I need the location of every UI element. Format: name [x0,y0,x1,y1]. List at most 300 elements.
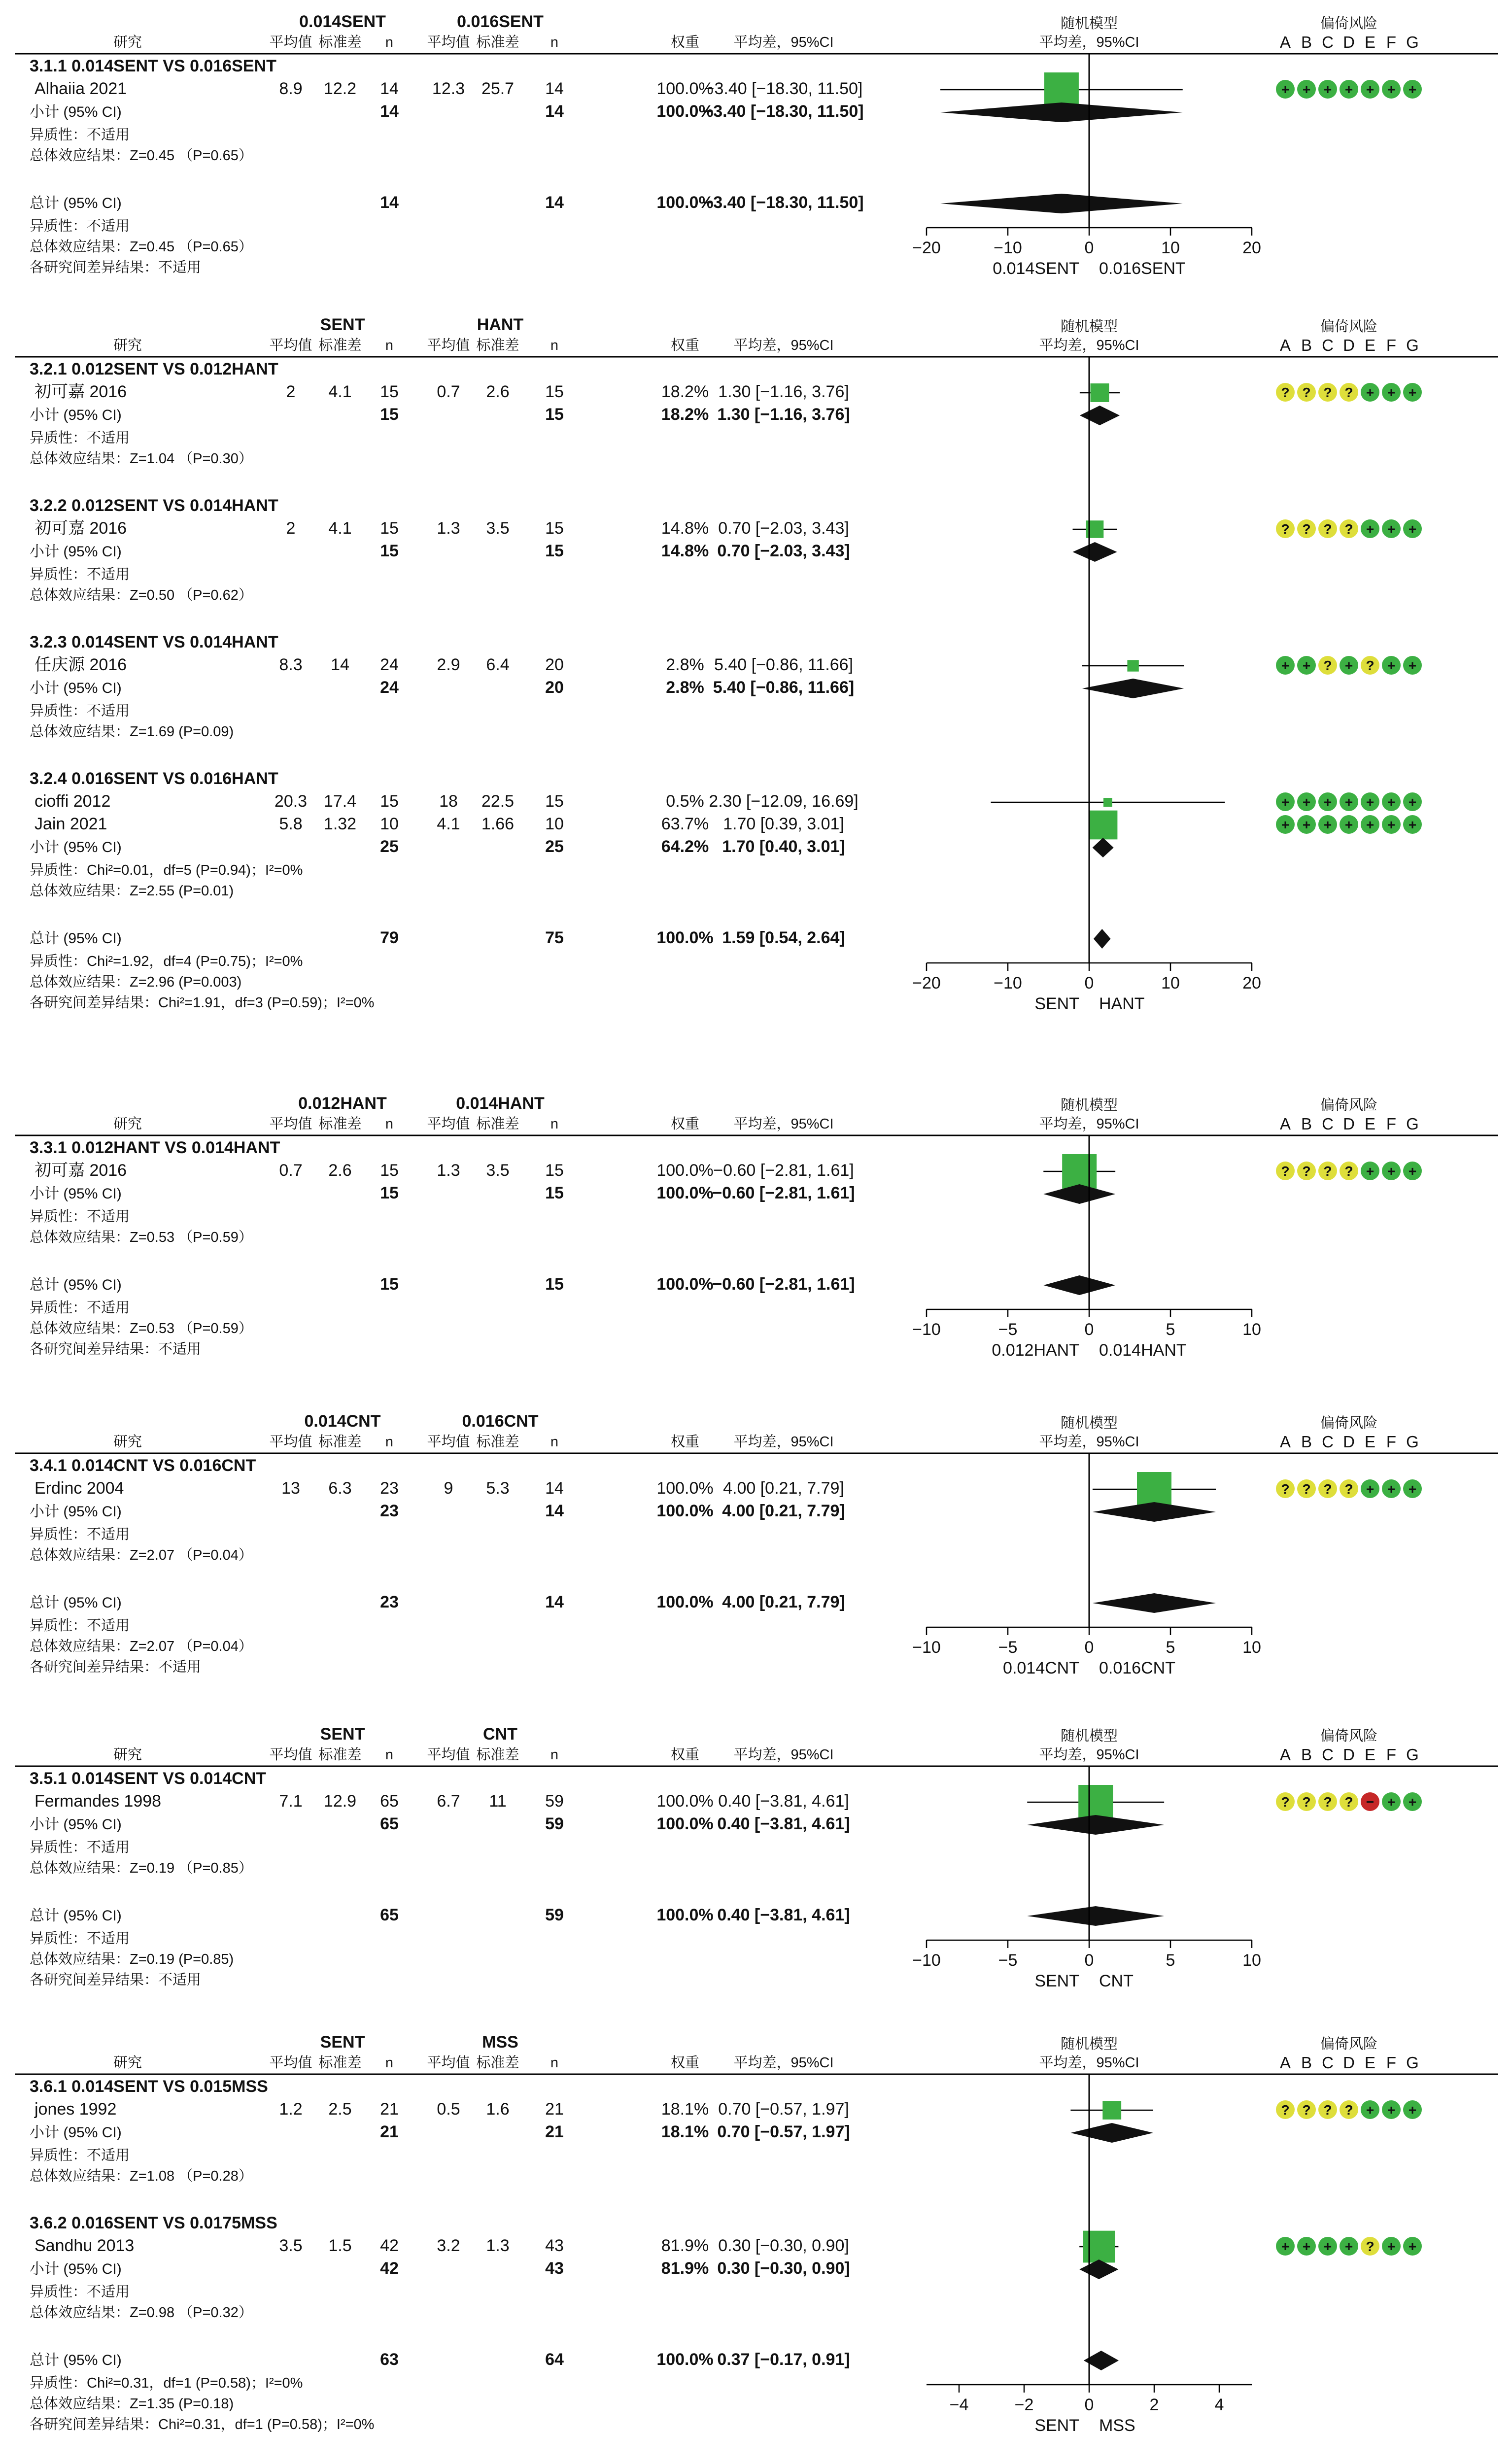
study-name: Fermandes 1998 [34,1792,162,1811]
study-effect-square [1102,2101,1121,2120]
subgroup-note: 异质性：不适用 [30,127,130,143]
subtotal-label: 小计 (95% CI) [30,1504,122,1520]
study-effect-square [1062,1154,1097,1189]
study-effect-square [1083,2231,1115,2263]
col-mean: 平均值 [427,34,470,50]
rob-symbol: + [1302,2239,1311,2254]
subgroup-title: 3.6.1 0.014SENT VS 0.015MSS [30,2077,268,2096]
total-n1: 15 [380,1275,399,1294]
subtotal-n2: 15 [545,1184,564,1202]
rob-symbol: ? [1323,1794,1332,1810]
rob-letter: B [1301,1745,1312,1764]
rob-symbol: + [1323,2239,1332,2254]
x-label-left: 0.014CNT [1003,1659,1079,1677]
col-model-ci: 平均差，95%CI [1039,1747,1139,1763]
col-mean: 平均值 [427,1116,470,1132]
col-rob: 偏倚风险 [1320,319,1378,335]
total-note: 总体效应结果：Z=1.35 (P=0.18) [30,2396,234,2412]
study-ci: 0.70 [−2.03, 3.43] [718,519,849,538]
study-mean1: 5.8 [279,815,303,833]
x-tick-label: 2 [1149,2396,1159,2414]
rob-letter: A [1279,1745,1291,1764]
study-weight: 63.7% [661,815,709,833]
study-sd1: 12.9 [323,1792,357,1811]
subtotal-diamond [1082,679,1184,698]
study-n2: 15 [545,792,564,811]
rob-symbol: + [1387,82,1396,97]
col-model-ci: 平均差，95%CI [1039,2055,1139,2071]
subtotal-n1: 21 [380,2122,399,2141]
subgroup-title: 3.6.2 0.016SENT VS 0.0175MSS [30,2214,277,2232]
rob-letter: G [1406,33,1419,51]
total-ci: −3.40 [−18.30, 11.50] [703,193,864,212]
subtotal-weight: 2.8% [666,678,704,697]
rob-letter: D [1343,1115,1355,1133]
total-ci: 0.40 [−3.81, 4.61] [717,1906,850,1924]
subgroup-title: 3.2.1 0.012SENT VS 0.012HANT [30,360,278,378]
study-weight: 81.9% [661,2236,709,2255]
rob-symbol: + [1366,1481,1375,1497]
rob-symbol: ? [1323,1164,1332,1179]
rob-symbol: + [1344,817,1353,832]
rob-symbol: + [1344,794,1353,810]
study-mean2: 4.1 [437,815,460,833]
study-n1: 24 [380,655,399,674]
rob-symbol: ? [1323,658,1332,673]
col-model: 随机模型 [1060,319,1118,335]
subtotal-ci: 0.70 [−2.03, 3.43] [717,542,850,560]
subgroup-title: 3.2.4 0.016SENT VS 0.016HANT [30,769,278,788]
subtotal-n1: 14 [380,102,399,121]
study-ci: 0.30 [−0.30, 0.90] [718,2236,849,2255]
x-label-right: MSS [1099,2416,1135,2435]
rob-letter: F [1386,1745,1397,1764]
study-n2: 59 [545,1792,564,1811]
study-sd1: 12.2 [323,79,357,98]
subtotal-n2: 43 [545,2259,564,2278]
rob-letter: C [1322,1433,1334,1451]
subtotal-label: 小计 (95% CI) [30,1816,122,1833]
rob-symbol: + [1344,2239,1353,2254]
rob-symbol: + [1387,1164,1396,1179]
total-diamond [940,194,1183,213]
group1-header: 0.014SENT [299,12,386,31]
group2-header: MSS [482,2033,518,2052]
subgroup-note: 异质性：不适用 [30,703,130,719]
rob-symbol: + [1281,817,1290,832]
subtotal-diamond [1027,1815,1164,1835]
study-n2: 43 [545,2236,564,2255]
total-weight: 100.0% [656,1593,714,1611]
subgroup-note: 异质性：不适用 [30,1209,130,1225]
col-sd: 标准差 [318,1116,362,1132]
total-note: 总体效应结果：Z=0.19 (P=0.85) [30,1951,234,1967]
x-tick-label: −5 [998,1638,1018,1657]
x-label-right: 0.016CNT [1099,1659,1175,1677]
rob-symbol: ? [1344,1164,1353,1179]
rob-symbol: + [1387,1794,1396,1810]
col-mean: 平均值 [427,2055,470,2071]
subtotal-n1: 65 [380,1814,399,1833]
total-ci: 4.00 [0.21, 7.79] [722,1593,845,1611]
col-rob: 偏倚风险 [1320,1415,1378,1431]
subtotal-ci: 4.00 [0.21, 7.79] [722,1502,845,1520]
rob-symbol: − [1366,1794,1375,1810]
total-note: 异质性：Chi²=1.92，df=4 (P=0.75)；I²=0% [30,954,303,969]
study-mean1: 20.3 [274,792,308,811]
total-diamond [1027,1906,1164,1926]
rob-symbol: ? [1366,658,1375,673]
study-mean2: 1.3 [437,1161,460,1180]
total-note: 各研究间差异结果：不适用 [30,1972,202,1988]
x-tick-label: −10 [912,1638,941,1657]
col-model-ci: 平均差，95%CI [1039,338,1139,353]
rob-letter: C [1322,2053,1334,2072]
subtotal-diamond [1093,838,1114,857]
col-rob: 偏倚风险 [1320,16,1378,32]
rob-symbol: + [1408,1164,1417,1179]
total-n2: 59 [545,1906,564,1924]
study-ci: 2.30 [−12.09, 16.69] [709,792,859,811]
rob-letter: A [1279,1115,1291,1133]
rob-symbol: + [1281,658,1290,673]
study-mean1: 7.1 [279,1792,303,1811]
rob-symbol: ? [1344,1794,1353,1810]
subtotal-ci: 5.40 [−0.86, 11.66] [713,678,855,697]
subgroup-title: 3.2.2 0.012SENT VS 0.014HANT [30,496,278,515]
study-sd2: 2.6 [486,382,510,401]
col-weight: 权重 [670,2055,700,2071]
rob-symbol: ? [1302,1481,1311,1497]
col-rob: 偏倚风险 [1320,1728,1378,1744]
total-note: 总体效应结果：Z=2.07 （P=0.04） [30,1639,253,1654]
total-label: 总计 (95% CI) [30,1595,122,1611]
subgroup-title: 3.4.1 0.014CNT VS 0.016CNT [30,1456,256,1475]
group1-header: 0.014CNT [304,1412,381,1431]
rob-letter: D [1343,2053,1355,2072]
study-weight: 18.1% [661,2100,709,2119]
x-tick-label: 0 [1084,1320,1094,1339]
subgroup-note: 异质性：不适用 [30,2148,130,2163]
study-n1: 10 [380,815,399,833]
rob-symbol: ? [1302,385,1311,400]
col-md-ci: 平均差，95%CI [733,1747,834,1763]
subtotal-ci: 0.30 [−0.30, 0.90] [717,2259,850,2278]
x-tick-label: 0 [1084,974,1094,992]
col-sd: 标准差 [476,1747,519,1763]
study-weight: 0.5% [666,792,704,811]
col-mean: 平均值 [269,1747,312,1763]
study-mean2: 18 [439,792,458,811]
total-label: 总计 (95% CI) [30,1277,122,1293]
col-model-ci: 平均差，95%CI [1039,1116,1139,1132]
col-weight: 权重 [670,338,700,353]
subtotal-diamond [1043,1184,1115,1204]
col-n: n [550,2055,559,2071]
rob-symbol: ? [1302,1794,1311,1810]
rob-symbol: + [1281,82,1290,97]
x-tick-label: −10 [912,1320,941,1339]
study-mean1: 1.2 [279,2100,303,2119]
total-label: 总计 (95% CI) [30,930,122,947]
rob-symbol: + [1323,794,1332,810]
subgroup-note: 总体效应结果：Z=2.07 （P=0.04） [30,1547,253,1563]
subtotal-weight: 18.2% [661,405,709,424]
rob-symbol: + [1408,385,1417,400]
group2-header: 0.016CNT [462,1412,539,1431]
rob-symbol: ? [1344,385,1353,400]
group2-header: HANT [477,315,524,334]
subtotal-label: 小计 (95% CI) [30,104,122,120]
subtotal-weight: 100.0% [656,1502,714,1520]
subgroup-note: 总体效应结果：Z=1.69 (P=0.09) [30,724,234,740]
study-n1: 15 [380,1161,399,1180]
rob-symbol: + [1302,82,1311,97]
x-label-left: SENT [1034,994,1079,1013]
study-name: Jain 2021 [34,815,107,833]
study-n2: 21 [545,2100,564,2119]
study-weight: 2.8% [666,655,704,674]
subtotal-weight: 100.0% [656,1814,714,1833]
study-name: cioffi 2012 [34,792,111,811]
col-n: n [550,1747,559,1763]
x-tick-label: −20 [912,974,941,992]
rob-symbol: ? [1344,2102,1353,2118]
col-mean: 平均值 [269,338,312,353]
x-tick-label: 4 [1214,2396,1224,2414]
subtotal-ci: 1.70 [0.40, 3.01] [722,837,845,856]
rob-letter: D [1343,1433,1355,1451]
study-mean1: 8.9 [279,79,303,98]
col-weight: 权重 [670,1116,700,1132]
x-tick-label: 0 [1084,239,1094,257]
subgroup-note: 总体效应结果：Z=0.53 （P=0.59） [30,1230,253,1245]
rob-symbol: ? [1302,1164,1311,1179]
study-mean2: 12.3 [432,79,465,98]
subgroup-note: 异质性：不适用 [30,430,130,446]
rob-symbol: + [1387,385,1396,400]
total-note: 各研究间差异结果：不适用 [30,260,202,275]
rob-letter: B [1301,336,1312,354]
subtotal-n2: 59 [545,1814,564,1833]
total-note: 异质性：不适用 [30,1300,130,1316]
study-sd2: 11 [489,1792,507,1811]
subtotal-n1: 23 [380,1502,399,1520]
rob-letter: C [1322,1745,1334,1764]
col-mean: 平均值 [269,1116,312,1132]
rob-letter: G [1406,1433,1419,1451]
subgroup-title: 3.1.1 0.014SENT VS 0.016SENT [30,57,276,75]
col-sd: 标准差 [476,338,519,353]
subgroup-note: 总体效应结果：Z=1.04 （P=0.30） [30,451,253,467]
total-note: 异质性：Chi²=0.31，df=1 (P=0.58)；I²=0% [30,2375,303,2391]
subtotal-n2: 25 [545,837,564,856]
rob-symbol: + [1408,817,1417,832]
col-mean: 平均值 [269,1434,312,1450]
total-weight: 100.0% [656,928,714,947]
study-weight: 100.0% [656,79,714,98]
total-weight: 100.0% [656,1906,714,1924]
rob-symbol: + [1387,521,1396,537]
subgroup-note: 异质性：不适用 [30,567,130,582]
col-md-ci: 平均差，95%CI [733,2055,834,2071]
subgroup-note: 总体效应结果：Z=2.55 (P=0.01) [30,883,234,899]
col-rob: 偏倚风险 [1320,2036,1378,2052]
rob-symbol: ? [1281,385,1290,400]
study-effect-square [1078,1785,1113,1819]
rob-letter: E [1364,1433,1376,1451]
study-sd2: 25.7 [481,79,515,98]
study-n2: 10 [545,815,564,833]
col-study: 研究 [113,2055,142,2071]
col-sd: 标准差 [318,1434,362,1450]
total-ci: 1.59 [0.54, 2.64] [722,928,845,947]
study-mean1: 8.3 [279,655,303,674]
rob-symbol: + [1366,521,1375,537]
total-weight: 100.0% [656,193,714,212]
rob-symbol: ? [1344,521,1353,537]
x-label-right: HANT [1099,994,1145,1013]
col-sd: 标准差 [476,1434,519,1450]
study-mean1: 3.5 [279,2236,303,2255]
x-label-left: 0.012HANT [992,1341,1079,1360]
total-n1: 23 [380,1593,399,1611]
col-model-ci: 平均差，95%CI [1039,1434,1139,1450]
study-effect-square [1044,72,1079,107]
study-ci: 0.40 [−3.81, 4.61] [718,1792,849,1811]
subtotal-ci: 1.30 [−1.16, 3.76] [717,405,850,424]
study-sd2: 6.4 [486,655,510,674]
subgroup-note: 总体效应结果：Z=0.45 （P=0.65） [30,148,253,164]
rob-symbol: ? [1366,2239,1375,2254]
rob-symbol: + [1366,794,1375,810]
subtotal-ci: −3.40 [−18.30, 11.50] [703,102,864,121]
rob-letter: E [1364,2053,1376,2072]
x-tick-label: 10 [1242,1320,1261,1339]
col-n: n [385,2055,394,2071]
study-sd1: 1.32 [323,815,357,833]
x-tick-label: −5 [998,1951,1018,1970]
col-n: n [385,1116,394,1132]
group2-header: 0.014HANT [456,1094,545,1113]
rob-symbol: ? [1281,1481,1290,1497]
rob-symbol: ? [1281,1164,1290,1179]
rob-symbol: + [1366,385,1375,400]
x-tick-label: −2 [1014,2396,1034,2414]
total-n2: 75 [545,928,564,947]
subtotal-n1: 42 [380,2259,399,2278]
subgroup-note: 异质性：不适用 [30,2284,130,2300]
col-study: 研究 [113,1747,142,1763]
x-tick-label: −10 [912,1951,941,1970]
rob-symbol: + [1408,2102,1417,2118]
subtotal-n2: 14 [545,1502,564,1520]
study-sd1: 2.5 [328,2100,352,2119]
study-weight: 18.2% [661,382,709,401]
study-mean2: 3.2 [437,2236,460,2255]
x-tick-label: 0 [1084,1638,1094,1657]
rob-symbol: ? [1344,1481,1353,1497]
x-label-left: SENT [1034,2416,1079,2435]
rob-symbol: + [1387,1481,1396,1497]
subtotal-n1: 15 [380,405,399,424]
rob-letter: F [1386,336,1397,354]
study-mean2: 1.3 [437,519,460,538]
total-weight: 100.0% [656,2350,714,2369]
subtotal-ci: −0.60 [−2.81, 1.61] [712,1184,855,1202]
rob-letter: C [1322,1115,1334,1133]
study-sd2: 5.3 [486,1479,510,1498]
rob-symbol: + [1387,794,1396,810]
study-n1: 65 [380,1792,399,1811]
study-name: 初可嘉 2016 [34,519,127,538]
study-n2: 20 [545,655,564,674]
rob-letter: F [1386,2053,1397,2072]
col-sd: 标准差 [476,1116,519,1132]
col-mean: 平均值 [269,2055,312,2071]
study-n2: 15 [545,382,564,401]
total-diamond [1094,929,1111,949]
study-sd2: 22.5 [481,792,515,811]
study-ci: 1.30 [−1.16, 3.76] [718,382,849,401]
rob-letter: D [1343,1745,1355,1764]
study-effect-square [1091,383,1109,402]
study-name: Alhaiia 2021 [34,79,127,98]
subgroup-title: 3.3.1 0.012HANT VS 0.014HANT [30,1138,280,1157]
study-weight: 100.0% [656,1161,714,1180]
total-n1: 65 [380,1906,399,1924]
rob-symbol: + [1408,658,1417,673]
rob-letter: D [1343,33,1355,51]
rob-letter: B [1301,33,1312,51]
study-weight: 100.0% [656,1792,714,1811]
study-sd1: 6.3 [328,1479,352,1498]
rob-letter: G [1406,2053,1419,2072]
rob-letter: B [1301,1115,1312,1133]
study-sd2: 1.6 [486,2100,510,2119]
study-mean1: 13 [281,1479,300,1498]
col-sd: 标准差 [318,338,362,353]
col-n: n [385,1434,394,1450]
study-mean2: 6.7 [437,1792,460,1811]
rob-symbol: + [1281,794,1290,810]
rob-letter: F [1386,33,1397,51]
rob-letter: A [1279,2053,1291,2072]
total-n2: 14 [545,1593,564,1611]
col-n: n [550,1434,559,1450]
subtotal-weight: 18.1% [661,2122,709,2141]
study-sd1: 2.6 [328,1161,352,1180]
study-n2: 15 [545,519,564,538]
subtotal-n2: 15 [545,405,564,424]
subtotal-label: 小计 (95% CI) [30,839,122,856]
col-model: 随机模型 [1060,1097,1118,1113]
study-name: jones 1992 [34,2100,117,2119]
rob-symbol: + [1302,658,1311,673]
subtotal-ci: 0.70 [−0.57, 1.97] [717,2122,850,2141]
x-tick-label: 10 [1161,239,1180,257]
subtotal-label: 小计 (95% CI) [30,680,122,696]
study-effect-square [1137,1472,1171,1506]
total-label: 总计 (95% CI) [30,1908,122,1924]
study-n2: 14 [545,1479,564,1498]
x-tick-label: 20 [1242,974,1261,992]
col-sd: 标准差 [476,34,519,50]
col-n: n [385,34,394,50]
subtotal-weight: 64.2% [661,837,709,856]
col-n: n [550,1116,559,1132]
rob-symbol: + [1408,1794,1417,1810]
